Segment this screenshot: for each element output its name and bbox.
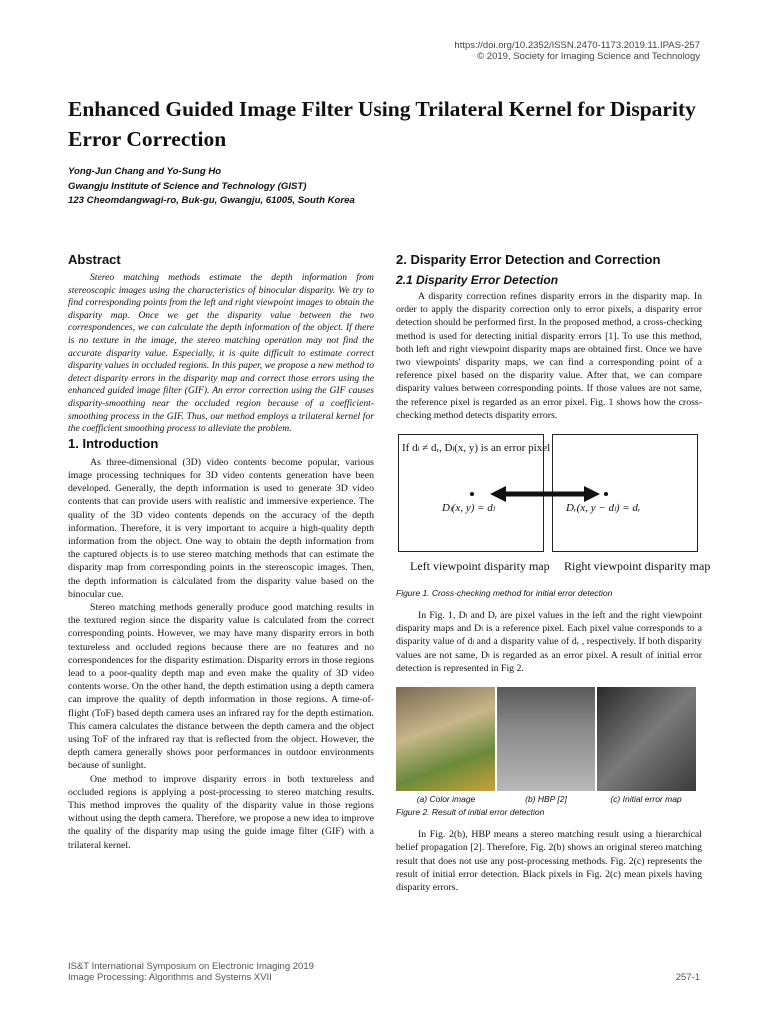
right-map-label: Right viewpoint disparity map <box>564 559 711 574</box>
figure-2-labels <box>396 793 696 806</box>
footer-line-1: IS&T International Symposium on Electronic Imaging 2019 <box>68 961 314 972</box>
author-address: 123 Cheomdangwagi-ro, Buk-gu, Gwangju, 61005, South Korea <box>68 195 355 206</box>
label-error-map: (c) Initial error map <box>610 794 682 805</box>
abstract-heading: Abstract <box>68 252 121 267</box>
error-map-image <box>597 687 696 791</box>
label-hbp: (b) HBP [2] <box>525 794 567 805</box>
right-equation: Dᵣ(x, y − dₗ) = dᵣ <box>566 502 641 515</box>
left-pixel-dot <box>470 492 474 496</box>
footer-conference <box>68 961 314 983</box>
label-color-image: (a) Color image <box>416 794 476 805</box>
section2-paragraph-1: A disparity correction refines disparity errors in the disparity map. In order to apply the disparity correction only to error pixels, a disparity error detection should be performed first. In the proposed method, a cross-checking method is used for detecting initial disparity errors [1]. To use this method, both left and right viewpoint disparity maps are obtained first. Once we have two viewpoints' disparity maps, we can find a corresponding point of a reference pixel based on the disparity value. After that, we can compare disparity values between corresponding points. If those values are not same, the reference pixel is regarded as an error pixel. Fig. 1 shows how the cross-checking method detects disparity errors. <box>396 291 702 421</box>
subsection-heading: 2.1 Disparity Error Detection <box>396 273 559 287</box>
left-map-label: Left viewpoint disparity map <box>410 559 550 574</box>
intro-heading: 1. Introduction <box>68 435 159 451</box>
right-pixel-dot <box>604 492 608 496</box>
intro-paragraph-1: As three-dimensional (3D) video contents become popular, various image processing techniques for 3D video contents generation have been developed. Generally, the depth information is used to generate 3D video contents that can provide users with realistic and immersive experience. The quality of the 3D video contents depends on the accuracy of the depth information. Therefore, it is very important to acquire a high-quality depth information from the object. One way to obtain the depth information from the captured objects is to use stereo matching methods that can estimate the disparity map from corresponding points in the stereoscopic images. Then, the depth information is calculated from the disparity value based on the binocular cue. <box>68 456 374 600</box>
left-equation: Dₗ(x, y) = dₗ <box>442 502 495 515</box>
figure-1 <box>398 434 711 582</box>
hbp-image <box>497 687 596 791</box>
page-number: 257-1 <box>675 972 700 983</box>
footer-line-2: Image Processing: Algorithms and Systems XVII <box>68 972 272 983</box>
section2-heading: 2. Disparity Error Detection and Correction <box>396 252 661 267</box>
figure-2-caption: Figure 2. Result of initial error detection <box>396 807 545 818</box>
copyright-line: © 2019, Society for Imaging Science and Technology <box>477 51 700 62</box>
paper-title: Enhanced Guided Image Filter Using Trilateral Kernel for Disparity Error Correction <box>68 97 696 151</box>
intro-paragraph-2: Stereo matching methods generally produce good matching results in the textured region since the disparity value is calculated from the correct corresponding points. However, we may have many disparity errors in both textureless and occluded regions because there are no features and no correspondences for the disparity estimation. Disparity errors in those regions lead to a poor-quality depth map and even make the quality of 3D video contents worse. On the other hand, the depth estimation using a depth camera can improve the quality of depth information in those regions. A time-of-flight (ToF) based depth camera uses an infrared ray for the depth estimation. This camera calculates the distance between the depth camera and the object using ToF of the infrared ray that is reflected from the object. However, the depth camera generally shows poor performances in outdoor environments because of sunlight. <box>68 601 374 772</box>
doi-link[interactable]: https://doi.org/10.2352/ISSN.2470-1173.2019.11.IPAS-257 <box>454 40 700 51</box>
double-arrow-icon <box>490 484 600 504</box>
figure-1-caption: Figure 1. Cross-checking method for initial error detection <box>396 588 613 599</box>
color-image <box>396 687 495 791</box>
right-column <box>396 252 711 894</box>
author-block <box>68 165 568 209</box>
author-names: Yong-Jun Chang and Yo-Sung Ho <box>68 166 222 177</box>
section2-paragraph-2: In Fig. 1, Dₗ and Dᵣ are pixel values in the left and the right viewpoint disparity maps and Dₗ is a reference pixel. Each pixel value corresponds to a disparity value of dₗ and a disparity value of dᵣ , respectively. If both disparity values are not same, Dₗ is regarded as an error pixel. A result of initial error detection is represented in Fig 2. <box>396 610 702 674</box>
intro-paragraph-3: One method to improve disparity errors in both textureless and occluded regions is applying a post-processing to stereo matching results. This method improves the quality of the disparity value in those regions without using the depth camera. Therefore, we propose a new idea to improve the quality of the disparity map using the guide image filter (GIF) with a trilateral kernel. <box>68 773 374 851</box>
left-column <box>68 252 374 852</box>
author-institution: Gwangju Institute of Science and Technology (GIST) <box>68 180 307 192</box>
abstract-text: Stereo matching methods estimate the depth information from stereoscopic images using the characteristics of binocular disparity. We try to find corresponding points from the left and right viewpoint images to obtain the disparity map. Once we get the disparity value between the two correspondences, we can calculate the depth information of the object. If there is no texture in the image, the stereo matching operation may not find the accurate disparity value. Especially, it is quite difficult to estimate correct disparity values in occluded regions. In this paper, we propose a new method to detect disparity errors in the disparity map and correct those errors using the enhanced guided image filter (GIF). An error correction using the GIF causes disparity-smoothing near the occluded region because of a coefficient-smoothing process in the GIF. Thus, our method employs a trilateral kernel for the coefficient smoothing process to alleviate the problem. <box>68 272 374 435</box>
figure-2 <box>396 687 696 791</box>
error-condition-label: If dₗ ≠ dᵣ, Dₗ(x, y) is an error pixel <box>402 442 551 455</box>
section2-paragraph-3: In Fig. 2(b), HBP means a stereo matching result using a hierarchical belief propagation [2]. Therefore, Fig. 2(b) shows an original stereo matching result that does not use any post-processing methods. Fig. 2(c) represents the result of initial error detection. Black pixels in Fig. 2(c) mean pixels having disparity errors. <box>396 829 702 894</box>
doi-header <box>454 40 700 62</box>
